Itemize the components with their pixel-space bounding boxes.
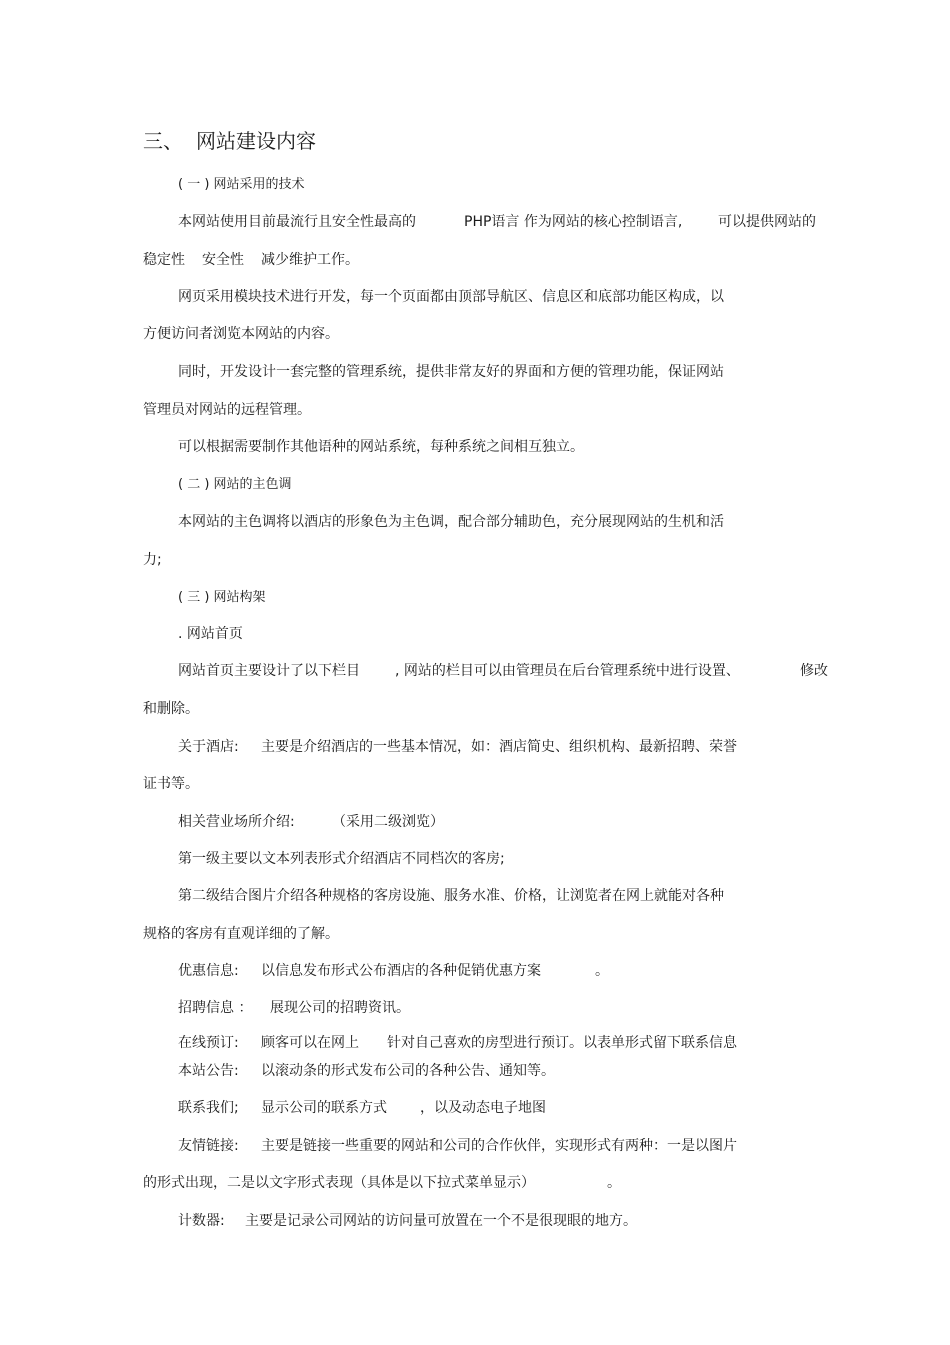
item-links-end: 。 <box>607 1175 621 1191</box>
subsection-title-1: ( 一 ) 网站采用的技术 <box>178 177 305 192</box>
paragraph-1-word-1: 稳定性 <box>143 252 185 268</box>
item-offers-label: 优惠信息: <box>178 963 239 979</box>
item-contact-text-a: 显示公司的联系方式 <box>261 1100 387 1116</box>
paragraph-1-part-a: 本网站使用目前最流行且安全性最高的 <box>178 214 416 230</box>
section-heading-number: 三、 <box>143 129 183 153</box>
paragraph-1-word-3: 减少维护工作。 <box>261 252 359 268</box>
item-venues-text: （采用二级浏览） <box>332 814 444 830</box>
paragraph-3-line-1: 同时，开发设计一套完整的管理系统，提供非常友好的界面和方便的管理功能，保证网站 <box>178 364 724 380</box>
paragraph-2-line-1: 网页采用模块技术进行开发，每一个页面都由顶部导航区、信息区和底部功能区构成，以 <box>178 289 724 305</box>
item-venues-label: 相关营业场所介绍: <box>178 814 295 830</box>
item-links-line-2: 的形式出现，二是以文字形式表现（具体是以下拉式菜单显示） <box>143 1175 535 1191</box>
item-notice-text: 以滚动条的形式发布公司的各种公告、通知等。 <box>261 1063 555 1079</box>
item-counter-text: 主要是记录公司网站的访问量可放置在一个不是很现眼的地方。 <box>245 1213 637 1229</box>
item-contact-label: 联系我们; <box>178 1100 239 1116</box>
item-jobs-label: 招聘信息 ： <box>178 1000 253 1016</box>
item-booking-label: 在线预订: <box>178 1035 239 1051</box>
item-level-2-line-2: 规格的客房有直观详细的了解。 <box>143 926 339 942</box>
item-about-text: 主要是介绍酒店的一些基本情况，如：酒店简史、组织机构、最新招聘、荣誉 <box>261 739 737 755</box>
paragraph-2-line-2: 方便访问者浏览本网站的内容。 <box>143 326 339 342</box>
item-links-text: 主要是链接一些重要的网站和公司的合作伙伴，实现形式有两种：一是以图片 <box>261 1138 737 1154</box>
item-contact-text-b: ，以及动态电子地图 <box>420 1100 546 1116</box>
paragraph-5-line-2: 力; <box>143 552 162 568</box>
item-booking-text-b: 针对自己喜欢的房型进行预订。以表单形式留下联系信息 <box>387 1035 737 1051</box>
paragraph-7-line-2: 和删除。 <box>143 701 199 717</box>
section-heading-title: 网站建设内容 <box>196 129 316 153</box>
paragraph-3-line-2: 管理员对网站的远程管理。 <box>143 402 311 418</box>
item-offers-end: 。 <box>595 963 609 979</box>
item-about-label: 关于酒店: <box>178 739 239 755</box>
item-booking-text-a: 顾客可以在网上 <box>261 1035 359 1051</box>
paragraph-7-part-a: 网站首页主要设计了以下栏目 <box>178 663 360 679</box>
item-jobs-text: 展现公司的招聘资讯。 <box>270 1000 410 1016</box>
paragraph-6-line-1: . 网站首页 <box>178 626 243 642</box>
item-about-line-2: 证书等。 <box>143 776 199 792</box>
subsection-title-3: ( 三 ) 网站构架 <box>178 590 266 605</box>
paragraph-1-word-2: 安全性 <box>202 252 244 268</box>
paragraph-4-line-1: 可以根据需要制作其他语种的网站系统，每种系统之间相互独立。 <box>178 439 584 455</box>
item-level-1: 第一级主要以文本列表形式介绍酒店不同档次的客房; <box>178 851 505 867</box>
paragraph-1-part-b: PHP语言 作为网站的核心控制语言, <box>464 214 683 230</box>
paragraph-1-part-c: 可以提供网站的 <box>718 214 816 230</box>
subsection-title-2: ( 二 ) 网站的主色调 <box>178 477 292 492</box>
paragraph-5-line-1: 本网站的主色调将以酒店的形象色为主色调，配合部分辅助色，充分展现网站的生机和活 <box>178 514 724 530</box>
item-notice-label: 本站公告: <box>178 1063 239 1079</box>
item-level-2-line-1: 第二级结合图片介绍各种规格的客房设施、服务水准、价格，让浏览者在网上就能对各种 <box>178 888 724 904</box>
paragraph-7-part-b: , 网站的栏目可以由管理员在后台管理系统中进行设置、 <box>395 663 740 679</box>
item-counter-label: 计数器: <box>178 1213 225 1229</box>
item-offers-text: 以信息发布形式公布酒店的各种促销优惠方案 <box>261 963 541 979</box>
paragraph-7-part-c: 修改 <box>800 663 828 679</box>
item-links-label: 友情链接: <box>178 1138 239 1154</box>
